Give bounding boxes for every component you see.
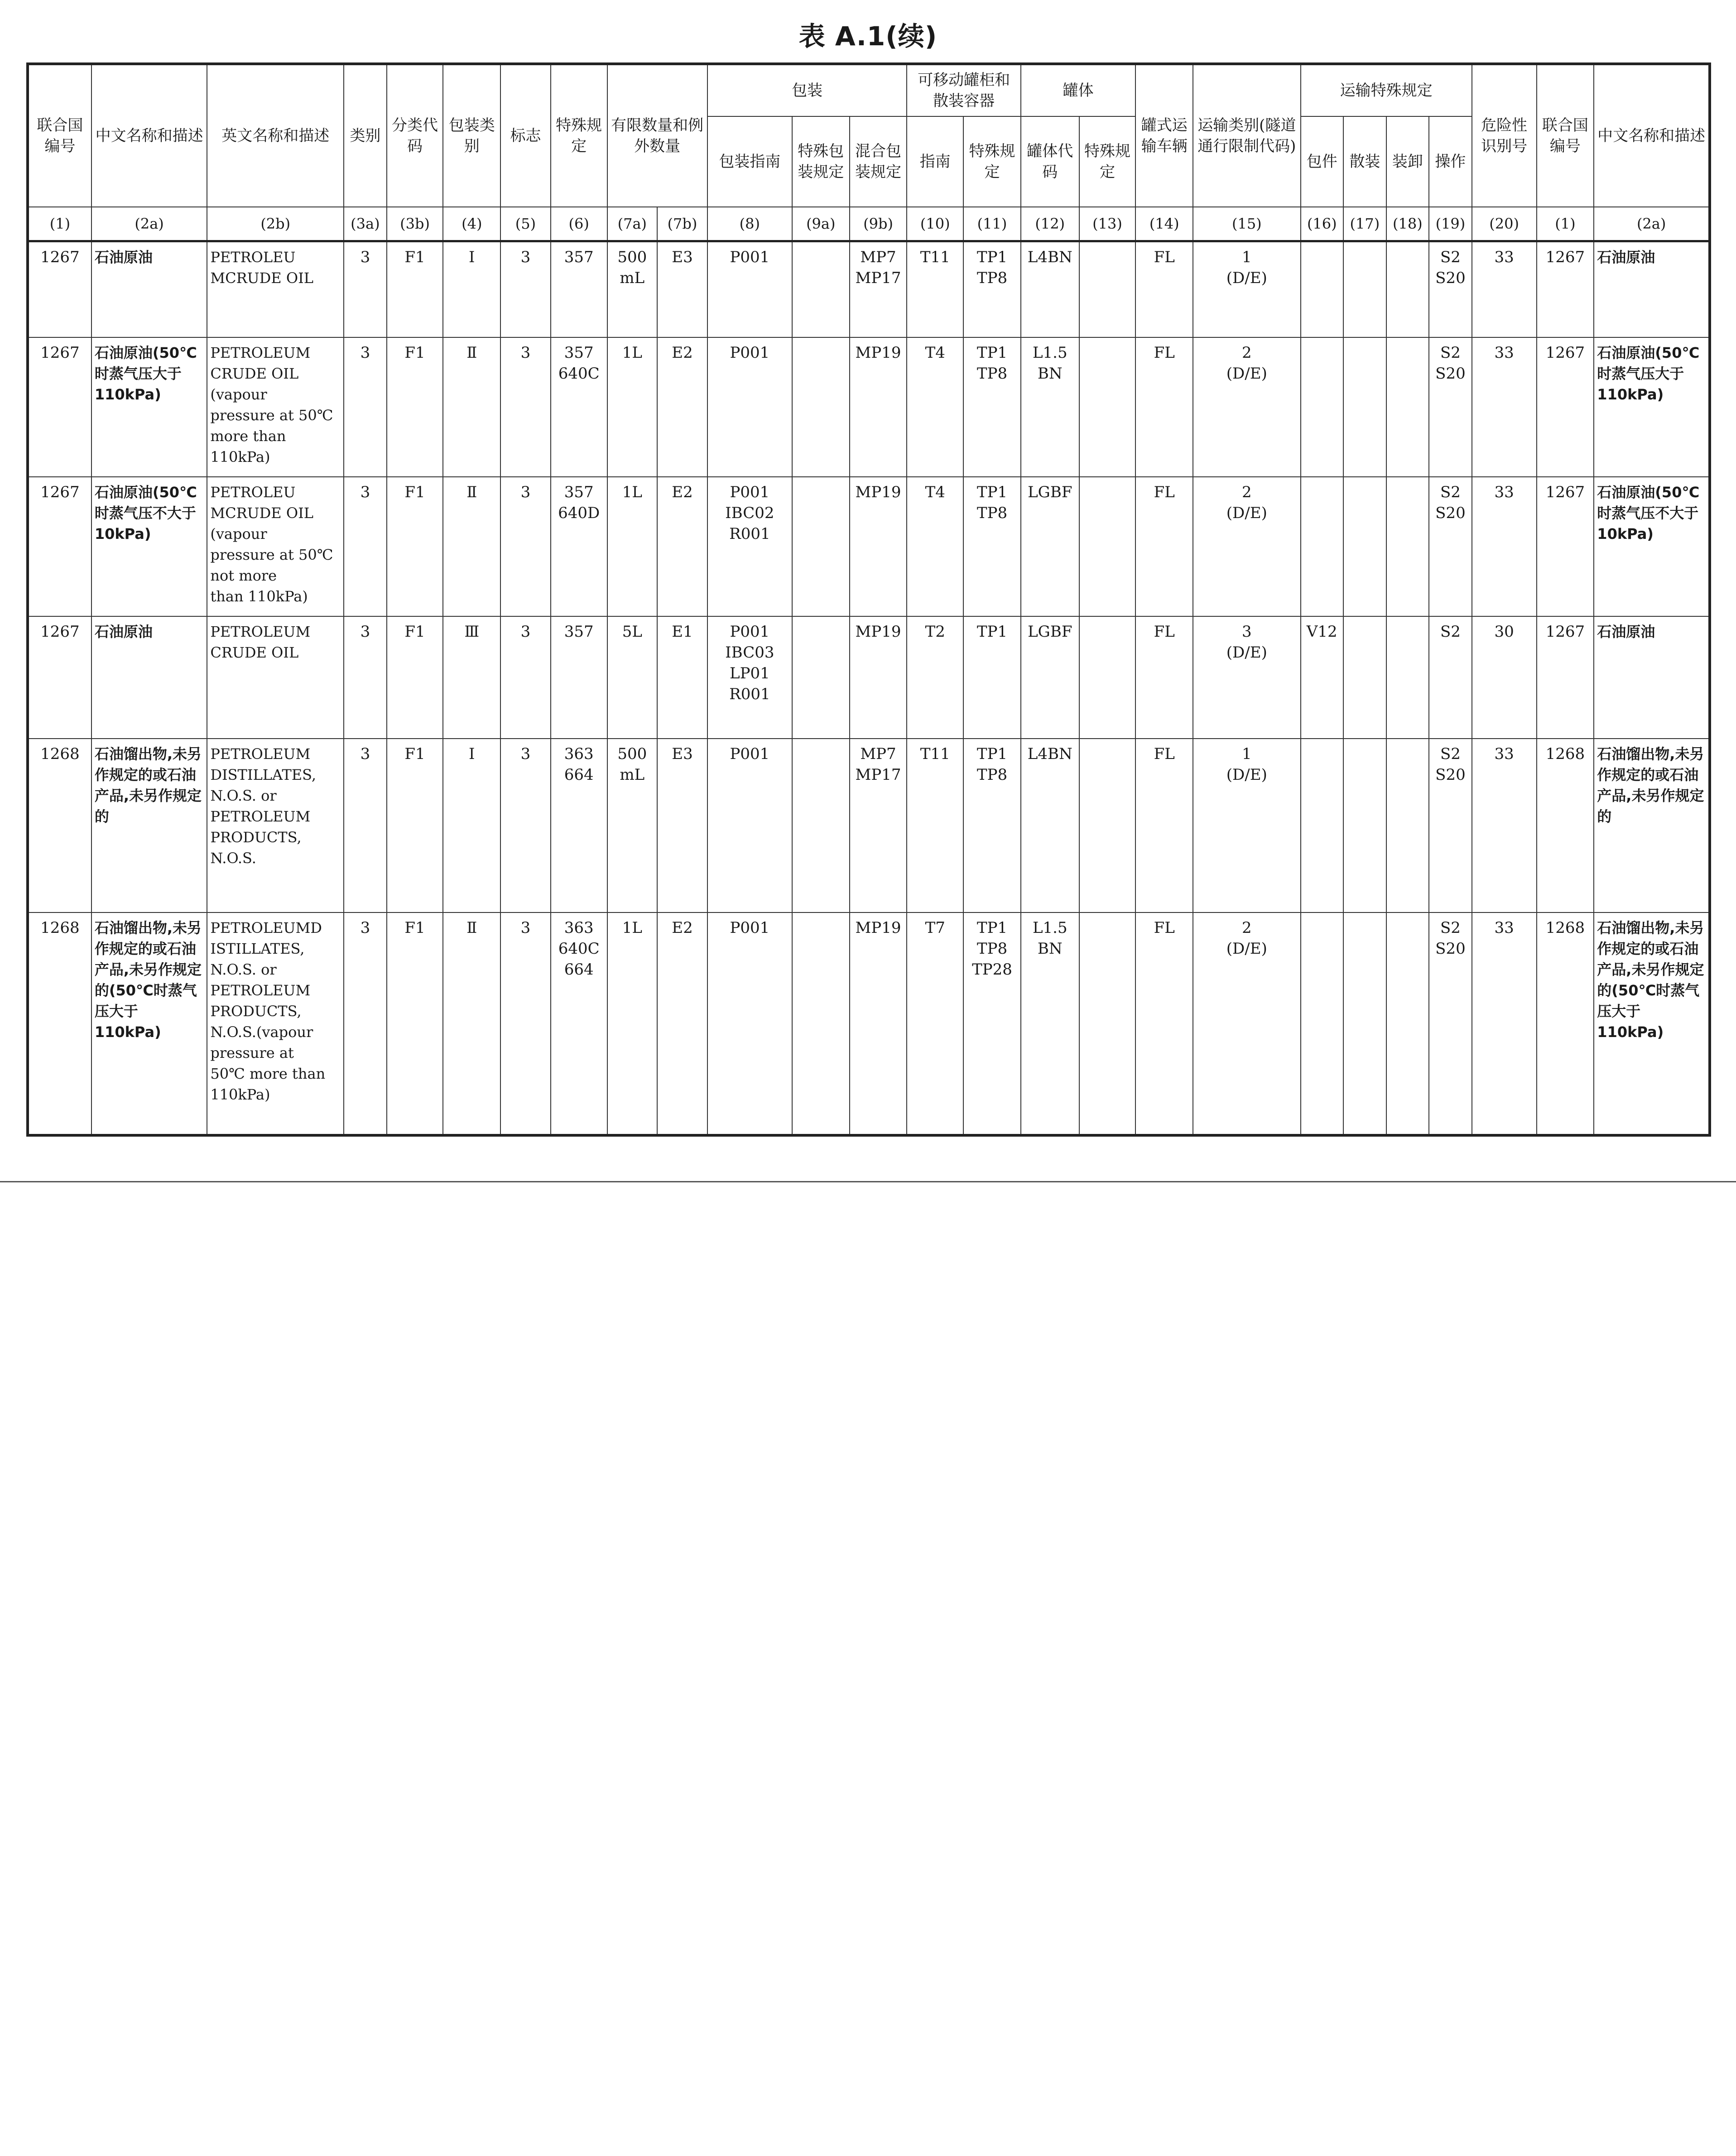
table-row xyxy=(28,337,1710,477)
cell-special-provisions: 357 xyxy=(551,241,607,337)
cell-name-cn-repeat: 石油馏出物,未另作规定的或石油产品,未另作规定的(50℃时蒸气压大于110kPa) xyxy=(1594,912,1710,1135)
header-packaging: 包装 xyxy=(707,64,907,116)
cell-packaging-instructions: P001 xyxy=(707,337,792,477)
cell-mixed-packing: MP19 xyxy=(850,477,907,616)
table-row xyxy=(28,616,1710,739)
column-number: (5) xyxy=(500,207,551,241)
page-divider xyxy=(0,1181,1736,1182)
cell-ts-operation: S2 S20 xyxy=(1429,241,1472,337)
cell-special-packing xyxy=(792,739,850,912)
cell-name-cn: 石油原油 xyxy=(91,616,207,739)
cell-name-en: PETROLEU MCRUDE OIL (vapour pressure at 50℃ not more than 110kPa) xyxy=(207,477,344,616)
cell-ts-bulk xyxy=(1343,616,1386,739)
cell-class: 3 xyxy=(344,241,387,337)
cell-tank-code: L1.5 BN xyxy=(1021,912,1079,1135)
cell-ts-packages xyxy=(1301,477,1344,616)
header-special-packing: 特殊包装规定 xyxy=(792,116,850,207)
header-tank: 罐体 xyxy=(1021,64,1135,116)
cell-ts-loading xyxy=(1386,241,1429,337)
cell-special-provisions: 357 xyxy=(551,616,607,739)
cell-ts-operation: S2 S20 xyxy=(1429,739,1472,912)
column-number: (9a) xyxy=(792,207,850,241)
header-packing-group: 包装类别 xyxy=(443,64,500,207)
cell-tank-special xyxy=(1079,337,1136,477)
cell-hazard-id: 33 xyxy=(1472,241,1537,337)
cell-transport-category: 2 (D/E) xyxy=(1193,477,1300,616)
cell-name-en: PETROLEUM CRUDE OIL xyxy=(207,616,344,739)
cell-tank-special xyxy=(1079,241,1136,337)
cell-pt-instructions: T4 xyxy=(907,477,963,616)
cell-excepted-qty: E3 xyxy=(657,241,707,337)
cell-special-packing xyxy=(792,616,850,739)
cell-excepted-qty: E3 xyxy=(657,739,707,912)
cell-class: 3 xyxy=(344,477,387,616)
column-number: (11) xyxy=(963,207,1021,241)
column-number: (8) xyxy=(707,207,792,241)
cell-tank-code: LGBF xyxy=(1021,477,1079,616)
cell-un-no: 1268 xyxy=(28,912,91,1135)
header-name-cn-repeat: 中文名称和描述 xyxy=(1594,64,1710,207)
cell-class: 3 xyxy=(344,912,387,1135)
column-number: (19) xyxy=(1429,207,1472,241)
table-row xyxy=(28,477,1710,616)
column-number: (2b) xyxy=(207,207,344,241)
cell-hazard-id: 33 xyxy=(1472,477,1537,616)
cell-class-code: F1 xyxy=(387,912,443,1135)
cell-packing-group: Ⅱ xyxy=(443,337,500,477)
column-number: (7a) xyxy=(607,207,658,241)
column-number: (15) xyxy=(1193,207,1300,241)
column-number: (3a) xyxy=(344,207,387,241)
header-ts-packages: 包件 xyxy=(1301,116,1344,207)
cell-packaging-instructions: P001 IBC03 LP01 R001 xyxy=(707,616,792,739)
header-tank-code: 罐体代码 xyxy=(1021,116,1079,207)
column-number: (16) xyxy=(1301,207,1344,241)
cell-transport-category: 1 (D/E) xyxy=(1193,241,1300,337)
cell-ts-loading xyxy=(1386,912,1429,1135)
cell-un-no-repeat: 1267 xyxy=(1537,241,1594,337)
cell-special-packing xyxy=(792,241,850,337)
column-number: (2a) xyxy=(91,207,207,241)
cell-mixed-packing: MP7 MP17 xyxy=(850,739,907,912)
cell-label: 3 xyxy=(500,241,551,337)
cell-name-en: PETROLEUMD ISTILLATES, N.O.S. or PETROLEUM PRODUCTS, N.O.S.(vapour pressure at 50℃ more than 110kPa) xyxy=(207,912,344,1135)
cell-un-no: 1267 xyxy=(28,337,91,477)
cell-pt-special: TP1 TP8 xyxy=(963,477,1021,616)
cell-pt-instructions: T11 xyxy=(907,241,963,337)
cell-packaging-instructions: P001 IBC02 R001 xyxy=(707,477,792,616)
cell-un-no: 1267 xyxy=(28,241,91,337)
cell-packing-group: Ⅲ xyxy=(443,616,500,739)
cell-special-provisions: 357 640C xyxy=(551,337,607,477)
cell-class-code: F1 xyxy=(387,477,443,616)
cell-special-provisions: 363 664 xyxy=(551,739,607,912)
cell-tank-vehicle: FL xyxy=(1135,337,1193,477)
cell-special-provisions: 357 640D xyxy=(551,477,607,616)
cell-name-cn-repeat: 石油馏出物,未另作规定的或石油产品,未另作规定的 xyxy=(1594,739,1710,912)
header-un-no: 联合国编号 xyxy=(28,64,91,207)
cell-tank-vehicle: FL xyxy=(1135,739,1193,912)
page-title: 表 A.1(续) xyxy=(798,21,938,52)
cell-special-provisions: 363 640C 664 xyxy=(551,912,607,1135)
cell-packing-group: Ⅱ xyxy=(443,477,500,616)
cell-ts-loading xyxy=(1386,337,1429,477)
cell-ts-operation: S2 S20 xyxy=(1429,912,1472,1135)
cell-tank-vehicle: FL xyxy=(1135,477,1193,616)
header-ts-operation: 操作 xyxy=(1429,116,1472,207)
cell-ts-operation: S2 xyxy=(1429,616,1472,739)
column-number: (10) xyxy=(907,207,963,241)
cell-un-no-repeat: 1267 xyxy=(1537,337,1594,477)
header-transport-category: 运输类别(隧道通行限制代码) xyxy=(1193,64,1300,207)
cell-tank-vehicle: FL xyxy=(1135,912,1193,1135)
cell-name-cn: 石油馏出物,未另作规定的或石油产品,未另作规定的 xyxy=(91,739,207,912)
cell-class-code: F1 xyxy=(387,739,443,912)
cell-name-cn: 石油馏出物,未另作规定的或石油产品,未另作规定的(50℃时蒸气压大于110kPa) xyxy=(91,912,207,1135)
header-class-code: 分类代码 xyxy=(387,64,443,207)
cell-un-no: 1268 xyxy=(28,739,91,912)
cell-un-no: 1267 xyxy=(28,616,91,739)
cell-un-no-repeat: 1267 xyxy=(1537,616,1594,739)
cell-packaging-instructions: P001 xyxy=(707,912,792,1135)
cell-tank-code: LGBF xyxy=(1021,616,1079,739)
cell-excepted-qty: E2 xyxy=(657,912,707,1135)
cell-tank-vehicle: FL xyxy=(1135,616,1193,739)
cell-mixed-packing: MP19 xyxy=(850,337,907,477)
cell-name-cn-repeat: 石油原油 xyxy=(1594,616,1710,739)
cell-mixed-packing: MP19 xyxy=(850,912,907,1135)
cell-name-en: PETROLEUM CRUDE OIL (vapour pressure at 50℃ more than 110kPa) xyxy=(207,337,344,477)
header-tank-special: 特殊规定 xyxy=(1079,116,1136,207)
cell-limited-qty: 1L xyxy=(607,912,658,1135)
cell-tank-special xyxy=(1079,477,1136,616)
cell-tank-code: L4BN xyxy=(1021,739,1079,912)
cell-label: 3 xyxy=(500,477,551,616)
cell-packaging-instructions: P001 xyxy=(707,241,792,337)
cell-label: 3 xyxy=(500,337,551,477)
cell-pt-special: TP1 TP8 TP28 xyxy=(963,912,1021,1135)
column-number: (17) xyxy=(1343,207,1386,241)
cell-excepted-qty: E2 xyxy=(657,477,707,616)
header-ts-loading: 装卸 xyxy=(1386,116,1429,207)
cell-special-packing xyxy=(792,912,850,1135)
cell-pt-special: TP1 xyxy=(963,616,1021,739)
cell-class: 3 xyxy=(344,337,387,477)
column-number: (20) xyxy=(1472,207,1537,241)
cell-ts-bulk xyxy=(1343,241,1386,337)
cell-un-no: 1267 xyxy=(28,477,91,616)
cell-packing-group: Ⅰ xyxy=(443,739,500,912)
cell-ts-packages: V12 xyxy=(1301,616,1344,739)
column-number: (6) xyxy=(551,207,607,241)
cell-class: 3 xyxy=(344,739,387,912)
header-un-no-repeat: 联合国编号 xyxy=(1537,64,1594,207)
cell-pt-special: TP1 TP8 xyxy=(963,739,1021,912)
cell-class-code: F1 xyxy=(387,337,443,477)
column-number: (12) xyxy=(1021,207,1079,241)
cell-excepted-qty: E1 xyxy=(657,616,707,739)
cell-ts-loading xyxy=(1386,616,1429,739)
cell-class: 3 xyxy=(344,616,387,739)
cell-ts-bulk xyxy=(1343,337,1386,477)
cell-limited-qty: 1L xyxy=(607,477,658,616)
table-row xyxy=(28,912,1710,1135)
cell-ts-bulk xyxy=(1343,477,1386,616)
cell-limited-qty: 500mL xyxy=(607,241,658,337)
column-number-row xyxy=(28,207,1710,241)
cell-name-cn: 石油原油(50℃时蒸气压大于110kPa) xyxy=(91,337,207,477)
cell-hazard-id: 33 xyxy=(1472,337,1537,477)
cell-un-no-repeat: 1267 xyxy=(1537,477,1594,616)
cell-name-cn-repeat: 石油原油(50℃时蒸气压不大于10kPa) xyxy=(1594,477,1710,616)
header-pt-special: 特殊规定 xyxy=(963,116,1021,207)
cell-pt-instructions: T7 xyxy=(907,912,963,1135)
column-number: (1) xyxy=(28,207,91,241)
cell-ts-packages xyxy=(1301,337,1344,477)
column-number: (4) xyxy=(443,207,500,241)
header-packaging-instructions: 包装指南 xyxy=(707,116,792,207)
column-number: (14) xyxy=(1135,207,1193,241)
cell-ts-packages xyxy=(1301,241,1344,337)
cell-ts-packages xyxy=(1301,739,1344,912)
cell-class-code: F1 xyxy=(387,241,443,337)
cell-un-no-repeat: 1268 xyxy=(1537,912,1594,1135)
dangerous-goods-table xyxy=(26,62,1711,1137)
column-number: (1) xyxy=(1537,207,1594,241)
header-label: 标志 xyxy=(500,64,551,207)
cell-ts-operation: S2 S20 xyxy=(1429,337,1472,477)
header-name-en: 英文名称和描述 xyxy=(207,64,344,207)
cell-ts-bulk xyxy=(1343,739,1386,912)
header-special-provisions: 特殊规定 xyxy=(551,64,607,207)
cell-packing-group: Ⅰ xyxy=(443,241,500,337)
cell-label: 3 xyxy=(500,912,551,1135)
cell-pt-instructions: T4 xyxy=(907,337,963,477)
header-row-1 xyxy=(28,64,1710,116)
header-ts-bulk: 散装 xyxy=(1343,116,1386,207)
column-number: (7b) xyxy=(657,207,707,241)
cell-tank-code: L1.5 BN xyxy=(1021,337,1079,477)
cell-hazard-id: 30 xyxy=(1472,616,1537,739)
cell-ts-loading xyxy=(1386,477,1429,616)
table-row xyxy=(28,241,1710,337)
column-number: (2a) xyxy=(1594,207,1710,241)
cell-packing-group: Ⅱ xyxy=(443,912,500,1135)
cell-ts-bulk xyxy=(1343,912,1386,1135)
cell-tank-special xyxy=(1079,616,1136,739)
cell-pt-special: TP1 TP8 xyxy=(963,241,1021,337)
cell-special-packing xyxy=(792,477,850,616)
table-row xyxy=(28,739,1710,912)
cell-ts-packages xyxy=(1301,912,1344,1135)
header-name-cn: 中文名称和描述 xyxy=(91,64,207,207)
cell-name-en: PETROLEU MCRUDE OIL xyxy=(207,241,344,337)
cell-name-en: PETROLEUM DISTILLATES, N.O.S. or PETROLEUM PRODUCTS, N.O.S. xyxy=(207,739,344,912)
cell-transport-category: 2 (D/E) xyxy=(1193,337,1300,477)
cell-name-cn: 石油原油(50℃时蒸气压不大于10kPa) xyxy=(91,477,207,616)
cell-limited-qty: 500mL xyxy=(607,739,658,912)
cell-tank-vehicle: FL xyxy=(1135,241,1193,337)
cell-transport-category: 1 (D/E) xyxy=(1193,739,1300,912)
column-number: (9b) xyxy=(850,207,907,241)
header-hazard-id: 危险性识别号 xyxy=(1472,64,1537,207)
cell-name-cn-repeat: 石油原油(50℃时蒸气压大于110kPa) xyxy=(1594,337,1710,477)
cell-hazard-id: 33 xyxy=(1472,739,1537,912)
cell-class-code: F1 xyxy=(387,616,443,739)
cell-tank-code: L4BN xyxy=(1021,241,1079,337)
column-number: (18) xyxy=(1386,207,1429,241)
cell-limited-qty: 1L xyxy=(607,337,658,477)
column-number: (13) xyxy=(1079,207,1136,241)
cell-ts-loading xyxy=(1386,739,1429,912)
column-number: (3b) xyxy=(387,207,443,241)
header-pt-instructions: 指南 xyxy=(907,116,963,207)
cell-un-no-repeat: 1268 xyxy=(1537,739,1594,912)
cell-limited-qty: 5L xyxy=(607,616,658,739)
header-mixed-packing: 混合包装规定 xyxy=(850,116,907,207)
header-transport-special: 运输特殊规定 xyxy=(1301,64,1472,116)
cell-pt-instructions: T2 xyxy=(907,616,963,739)
cell-transport-category: 3 (D/E) xyxy=(1193,616,1300,739)
cell-mixed-packing: MP19 xyxy=(850,616,907,739)
cell-special-packing xyxy=(792,337,850,477)
header-limited-excepted: 有限数量和例外数量 xyxy=(607,64,707,207)
cell-label: 3 xyxy=(500,739,551,912)
cell-mixed-packing: MP7 MP17 xyxy=(850,241,907,337)
cell-name-cn-repeat: 石油原油 xyxy=(1594,241,1710,337)
cell-tank-special xyxy=(1079,739,1136,912)
cell-hazard-id: 33 xyxy=(1472,912,1537,1135)
cell-tank-special xyxy=(1079,912,1136,1135)
cell-ts-operation: S2 S20 xyxy=(1429,477,1472,616)
cell-pt-special: TP1 TP8 xyxy=(963,337,1021,477)
cell-pt-instructions: T11 xyxy=(907,739,963,912)
cell-excepted-qty: E2 xyxy=(657,337,707,477)
cell-name-cn: 石油原油 xyxy=(91,241,207,337)
cell-label: 3 xyxy=(500,616,551,739)
header-tank-vehicle: 罐式运输车辆 xyxy=(1135,64,1193,207)
cell-transport-category: 2 (D/E) xyxy=(1193,912,1300,1135)
header-portable-tanks: 可移动罐柜和散装容器 xyxy=(907,64,1020,116)
header-class: 类别 xyxy=(344,64,387,207)
cell-packaging-instructions: P001 xyxy=(707,739,792,912)
